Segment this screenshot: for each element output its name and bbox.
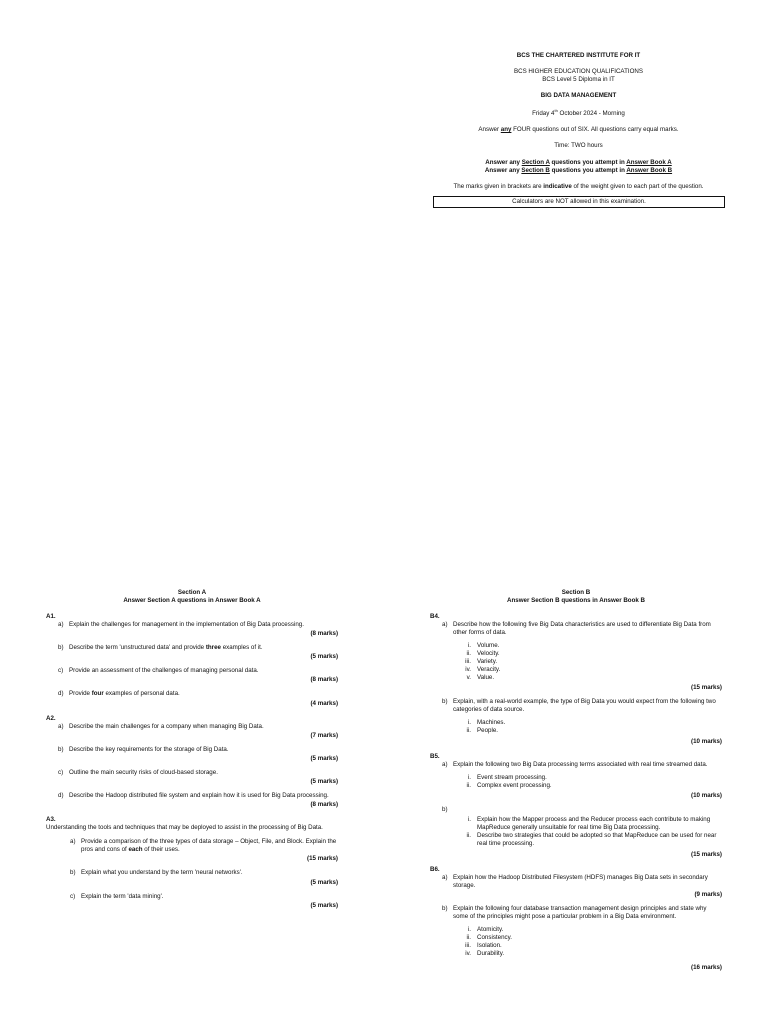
marks: (8 marks)	[310, 630, 338, 638]
section-a-content	[46, 613, 338, 917]
marks: (5 marks)	[310, 653, 338, 661]
section-a-header: Section A Answer Section A questions in Answer Book A	[123, 589, 261, 605]
question-b5: B5. a) Explain the following two Big Data processing terms associated with real time streamed data. i. Event stream processing. ii. Complex event processing. (10 marks) b) i. Explain how the Mapper process and the Reducer process each contribute to making MapReduce generally unsuitable for real time Big Data processing. ii. Describe two strategies that could be adopted so that MapReduce can be used for near real time processing. (15 marks)	[430, 752, 722, 858]
marks: (7 marks)	[310, 731, 338, 739]
section-b-content	[430, 613, 722, 979]
section-b-instruction: Answer any Section B questions you attempt in Answer Book B	[484, 166, 673, 174]
marks: (9 marks)	[694, 890, 722, 898]
question-b4: B4. a) Describe how the following five Big Data characteristics are used to differentiate Big Data from other forms of data. i. Volume. ii. Velocity. iii. Variety. iv. Veracity. v. Value. (15 marks) b) Explain, with a real-world example, the type of Big Data you would expect from the following two categories of data source. i. Machines. ii. People. (10 marks)	[430, 613, 722, 745]
page-1-blank	[0, 0, 384, 512]
page-4-section-b	[384, 512, 768, 1024]
subject-title: BIG DATA MANAGEMENT	[540, 92, 617, 100]
marks: (10 marks)	[691, 792, 722, 800]
marks: (15 marks)	[307, 855, 338, 863]
marks: (8 marks)	[310, 801, 338, 809]
marks: (8 marks)	[310, 676, 338, 684]
marks: (5 marks)	[310, 777, 338, 785]
time-line: Time: TWO hours	[554, 142, 603, 150]
question-a2: A2. a) Describe the main challenges for a company when managing Big Data. (7 marks) b) Describe the key requirements for the storage of Big Data. (5 marks) c) Outline the main security risks of cloud-based storage. (5 marks) d) Describe the Hadoop distributed file system and explain how it is used for Big Data processing. (8 marks)	[46, 714, 338, 809]
section-a-instruction: Answer any Section A questions you attempt in Answer Book A	[485, 158, 672, 166]
marks-note: The marks given in brackets are indicative of the weight given to each part of the question.	[453, 182, 704, 190]
marks: (15 marks)	[691, 683, 722, 691]
institute-title: BCS THE CHARTERED INSTITUTE FOR IT	[516, 52, 641, 59]
marks: (5 marks)	[310, 901, 338, 909]
marks: (16 marks)	[691, 964, 722, 972]
question-a1: A1. a) Explain the challenges for management in the implementation of Big Data processing. (8 marks) b) Describe the term 'unstructured data' and provide three examples of it. (5 marks) c) Provide an assessment of the challenges of managing personal data. (8 marks) d) Provide four examples of personal data. (4 marks)	[46, 613, 338, 707]
marks: (4 marks)	[310, 699, 338, 707]
marks: (5 marks)	[310, 754, 338, 762]
section-b-header: Section B Answer Section B questions in Answer Book B	[507, 589, 645, 605]
calculator-notice-box: Calculators are NOT allowed in this examination.	[433, 196, 725, 208]
question-a3: A3. Understanding the tools and techniques that may be deployed to assist in the processing of Big Data. a) Provide a comparison of the three types of data storage – Object, File, and Block. Explain the pros and cons of each of their uses. (15 marks) b) Explain what you understand by the term 'neural networks'. (5 marks) c) Explain the term 'data mining'. (5 marks)	[46, 816, 338, 909]
marks: (10 marks)	[691, 737, 722, 745]
cover-block	[429, 52, 728, 208]
instruction-line: Answer any FOUR questions out of SIX. All questions carry equal marks.	[478, 126, 679, 134]
marks: (5 marks)	[310, 878, 338, 886]
qualifications-line: BCS HIGHER EDUCATION QUALIFICATIONS	[513, 68, 644, 76]
marks: (15 marks)	[691, 850, 722, 858]
page-3-section-a	[0, 512, 384, 1024]
exam-date: Friday 4th October 2024 - Morning	[532, 108, 625, 118]
question-b6: B6. a) Explain how the Hadoop Distributed Filesystem (HDFS) manages Big Data sets in secondary storage. (9 marks) b) Explain the following four database transaction management design principles and state why some of the principles might pose a particular problem in a Big Data environment. i. Atomicity. ii. Consistency. iii. Isolation. iv. Durability. (16 marks)	[430, 865, 722, 972]
page-2-cover	[384, 0, 768, 512]
diploma-line: BCS Level 5 Diploma in IT	[542, 76, 615, 84]
